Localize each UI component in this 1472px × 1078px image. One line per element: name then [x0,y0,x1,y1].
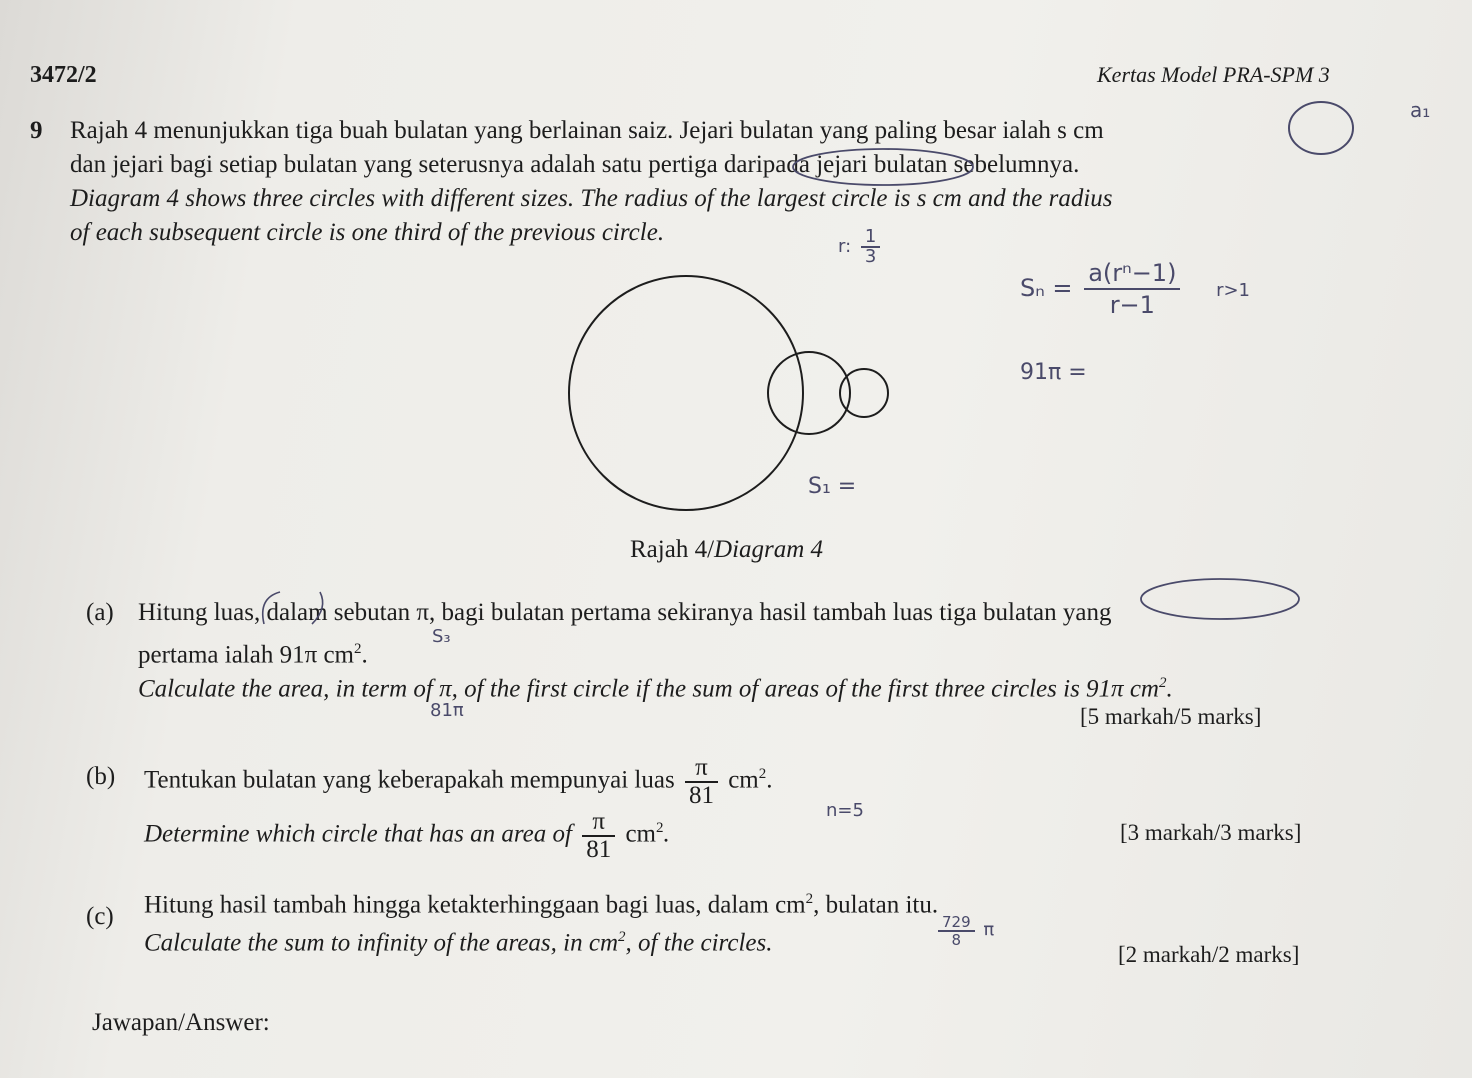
part-a-malay-line2: pertama ialah 91π $cm^2$. [138,641,368,669]
smallest-circle [840,369,888,417]
part-b-english: Determine which circle that has an area of $\frac{\pi}{81}$ $cm^2$. [144,807,670,863]
paper-code: 3472/2 [30,62,97,88]
question-english-line1: Diagram 4 shows three circles with different sizes. The radius of the largest circle is s cm and the radius [70,185,1113,212]
question-malay-line1: Rajah 4 menunjukkan tiga buah bulatan yang berlainan saiz. Jejari bulatan yang paling besar ialah s cm [70,117,1104,144]
part-b-label: (b) [86,763,116,790]
question-english-line2: of each subsequent circle is one third of the previous circle. [70,219,665,246]
question-number: 9 [30,117,43,144]
part-c-malay: Hitung hasil tambah hingga ketakterhinggaan bagi luas, dalam $cm^2$, bulatan itu. [144,891,939,919]
handwritten-circle-tiga-bulatan [1138,574,1302,624]
handwritten-arc-luas [254,588,334,628]
part-a-malay-line1: Hitung luas, dalam sebutan π, bagi bulatan pertama sekiranya hasil tambah luas tiga bulatan yang [138,599,1112,626]
part-c-english: Calculate the sum to infinity of the areas, in $cm^2$, of the circles. [144,929,773,957]
part-a-label: (a) [86,599,114,626]
handwritten-circle-scm [1286,98,1356,158]
part-c-label: (c) [86,903,114,930]
hw-answer-a: 81π [430,700,464,721]
part-a-marks: [5 markah/5 marks] [1080,704,1262,729]
diagram-caption: Rajah 4/Diagram 4 [630,536,824,563]
handwritten-circle-satu-pertiga [790,146,976,188]
hw-a1: a₁ [1410,98,1431,122]
paper-title: Kertas Model PRA-SPM 3 [1097,62,1330,87]
part-c-marks: [2 markah/2 marks] [1118,942,1300,967]
answer-label: Jawapan/Answer: [92,1009,270,1036]
part-a-english: Calculate the area, in term of π, of the first circle if the sum of areas of the first three circles is 91π $cm^2$. [138,675,1173,703]
middle-circle [768,352,850,434]
hw-answer-c: $\frac{729}{8}$ π [934,914,994,948]
question-malay-line2: dan jejari bagi setiap bulatan yang seterusnya adalah satu pertiga daripada jejari bulatan sebelumnya. [70,151,1080,178]
hw-91pi: 91π = [1020,360,1087,385]
hw-s3: S₃ [432,626,451,647]
hw-answer-b: n=5 [826,800,864,821]
hw-sum-formula: Sₙ = $\frac{\text{a(rⁿ−1)}}{r-1}$ r>1 [1020,259,1251,319]
part-b-marks: [3 markah/3 marks] [1120,820,1302,845]
part-b-malay: Tentukan bulatan yang keberapakah mempunyai luas $\frac{\pi}{81}$ $cm^2$. [144,753,773,809]
hw-ratio: r: $\frac{1}{3}$ [838,228,884,266]
hw-s1: S₁ = [808,474,857,499]
